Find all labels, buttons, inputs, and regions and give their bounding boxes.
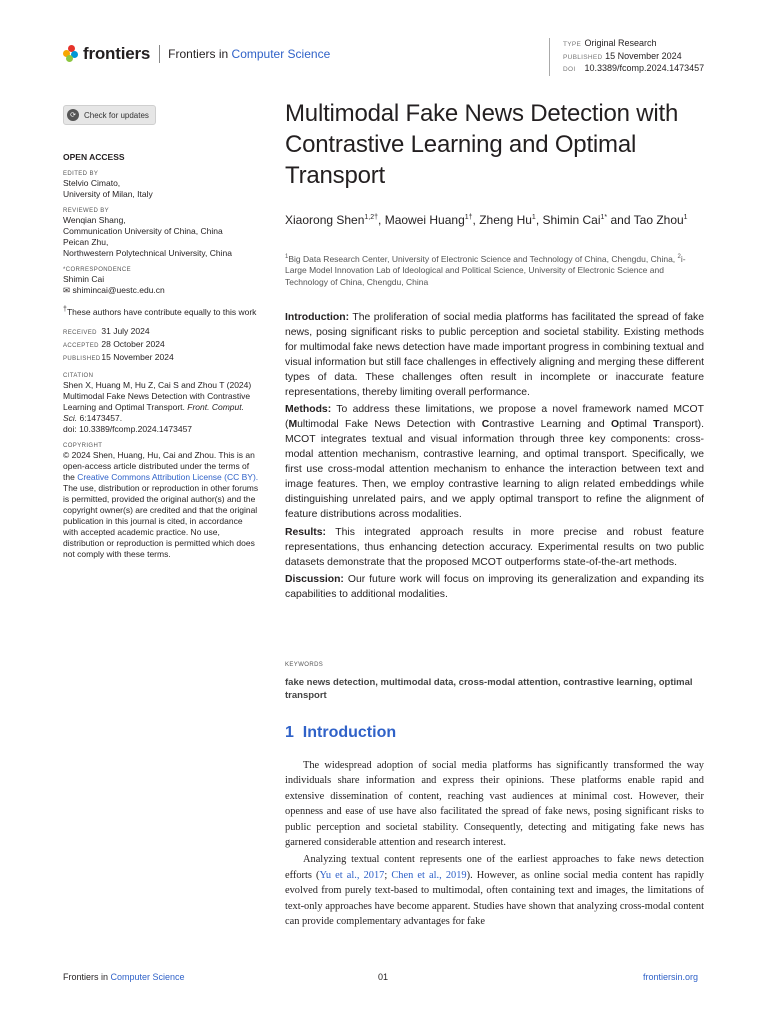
author: Zheng Hu bbox=[479, 213, 532, 227]
footer-site-link[interactable]: frontiersin.org bbox=[643, 972, 699, 982]
editor: Stelvio Cimato, University of Milan, Italy bbox=[63, 178, 153, 199]
author: Xiaorong Shen bbox=[285, 213, 365, 227]
section-heading-introduction: 1 Introduction bbox=[285, 724, 397, 741]
correspondence-label: *CORRESPONDENCE bbox=[63, 267, 132, 273]
journal-name[interactable]: Frontiers in Computer Science bbox=[168, 47, 331, 61]
sidebar-published-date: 15 November 2024 bbox=[101, 351, 174, 362]
citation-doi: doi: 10.3389/fcomp.2024.1473457 bbox=[63, 423, 193, 434]
cc-by-license-link[interactable]: Creative Commons Attribution License (CC BY). bbox=[77, 471, 259, 482]
refresh-icon: ⟳ bbox=[67, 109, 79, 121]
frontiers-logo-icon bbox=[63, 45, 79, 63]
paragraph: The widespread adoption of social media platforms has significantly transformed the way individuals share information and express their opinions. These platforms enable rapid and extensive dissemination of content, reaching vast audiences at minimal cost. However, their openness and ease of use have also facilitated the spread of fake news, posing significant risks to public perception and societal stability. Consequently, detecting and mitigating fake news has garnered considerable attention and research interest. bbox=[285, 760, 704, 849]
citation: Shen X, Huang M, Hu Z, Cai S and Zhou T (2024) Multimodal Fake News Detection with Contrastive Learning and Optimal Transport. Front. Comput. Sci. 6:1473457. doi: 10.3389/fcomp.2024.1473457 bbox=[63, 379, 252, 434]
footer-journal[interactable]: Frontiers in Computer Science bbox=[63, 972, 185, 982]
brand-name: frontiers bbox=[83, 44, 151, 63]
abstract-results: Results: This integrated approach results in more precise and robust feature representations, thus enhancing detection accuracy. Experimental results on two public datasets demonstrate that the proposed MCOT outperforms state-of-the-art methods. bbox=[285, 526, 705, 568]
edited-by-label: EDITED BY bbox=[63, 171, 99, 177]
correspondence: Shimin Cai ✉ shimincai@uestc.edu.cn bbox=[63, 274, 259, 296]
author: Shimin Cai bbox=[542, 213, 601, 227]
citation-link[interactable]: Chen et al., 2019 bbox=[391, 869, 467, 881]
author: Maowei Huang bbox=[384, 213, 465, 227]
accepted-date: 28 October 2024 bbox=[101, 338, 165, 349]
author: and Tao Zhou bbox=[610, 213, 684, 227]
introduction-body bbox=[285, 758, 704, 929]
abstract-discussion: Discussion: Our future work will focus on improving its generalization and expanding its capabilities to additional modalities. bbox=[285, 574, 704, 601]
mail-icon: ✉ bbox=[63, 285, 71, 295]
equal-contribution-note: †These authors have contribute equally to this work bbox=[63, 305, 257, 317]
reviewers: Wenqian Shang, Communication University of China, China Peican Zhu, Northwestern Polytechnical University, China bbox=[63, 215, 232, 258]
check-for-updates-button[interactable]: ⟳ Check for updates bbox=[63, 105, 156, 125]
article-meta: TYPE Original Research PUBLISHED 15 November 2024 DOI 10.3389/fcomp.2024.1473457 bbox=[549, 38, 704, 76]
article-title: Multimodal Fake News Detection with Contrastive Learning and Optimal Transport bbox=[285, 100, 679, 189]
sidebar bbox=[63, 105, 259, 562]
published-date: 15 November 2024 bbox=[605, 50, 682, 61]
frontiers-logo[interactable] bbox=[63, 44, 330, 64]
abstract-methods: Methods: To address these limitations, we propose a novel framework named MCOT (Multimodal Fake News Detection with Contrastive Learning and Optimal Transport). MCOT integrates textual and visual information through three key components: cross-modal attention mechanism, contrastive learning, and optimal transport. Specifically, we first use cross-modal attention mechanism to enhance the interaction between text and image features. Then, we employ contrastive learning to align related embeddings while distinguishing unrelated pairs, and we apply optimal transport to refine the alignment of feature distributions across modalities. bbox=[285, 404, 704, 520]
affiliations: $^1$Big Data Research Center, University of Electronic Science and Technology of China, Chengdu, China, $^2$i-Large Model Innovation Lab of Ideological and Political Science, University of Electronic Science and Technology of China, Chengdu, China bbox=[285, 253, 686, 287]
reviewed-by-label: REVIEWED BY bbox=[63, 208, 110, 214]
copyright-label: COPYRIGHT bbox=[63, 442, 103, 449]
paragraph: Analyzing textual content represents one of the earliest approaches to fake news detection efforts (Yu et al., 2017; Chen et al., 2019). However, as online social media content has rapidly evolved from purely text-based to multimodal, often containing text and images, the limitations of text-only approaches have become apparent. Studies have shown that analyzing cross-modal content can provide complementary advantages for fake bbox=[285, 854, 704, 928]
article-dates: RECEIVED 31 July 2024 ACCEPTED 28 October 2024 PUBLISHED 15 November 2024 bbox=[63, 325, 174, 362]
received-date: 31 July 2024 bbox=[101, 325, 150, 336]
keywords-label: KEYWORDS bbox=[285, 662, 324, 668]
author-list: Xiaorong Shen$^{1,2\dagger}$, Maowei Huang$^{1\dagger}$, Zheng Hu$^1$, Shimin Cai$^{1*}$ and Tao Zhou$^1$ bbox=[285, 213, 688, 227]
copyright: © 2024 Shen, Huang, Hu, Cai and Zhou. This is an open-access article distributed under the terms of the Creative Commons Attribution License (CC BY). The use, distribution or reproduction in other forums is permitted, provided the original author(s) and the copyright owner(s) are credited and that the original publication in this journal is cited, in accordance with accepted academic practice. No use, distribution or reproduction is permitted which does not comply with these terms. bbox=[63, 449, 259, 559]
abstract-introduction: Introduction: The proliferation of social media platforms has facilitated the spread of fake news, posing significant risks to public perception and societal stability. Existing methods for multimodal fake news detection have made important progress in combining textual and visual information but still face challenges in effectively aligning and merging these different types of data. These challenges often result in incomplete or inaccurate feature representations, thereby limiting overall performance. bbox=[285, 312, 704, 398]
header-divider bbox=[159, 45, 160, 63]
page-number: 01 bbox=[378, 972, 389, 982]
citation-label: CITATION bbox=[63, 372, 94, 379]
abstract bbox=[285, 311, 704, 606]
article-type: Original Research bbox=[584, 38, 657, 48]
open-access-label: OPEN ACCESS bbox=[63, 152, 125, 162]
keywords: fake news detection, multimodal data, cross-modal attention, contrastive learning, optimal transport bbox=[285, 677, 693, 701]
doi: 10.3389/fcomp.2024.1473457 bbox=[584, 63, 705, 73]
email-link[interactable]: ✉ shimincai@uestc.edu.cn bbox=[63, 285, 165, 295]
citation-link[interactable]: Yu et al., 2017 bbox=[319, 869, 385, 881]
